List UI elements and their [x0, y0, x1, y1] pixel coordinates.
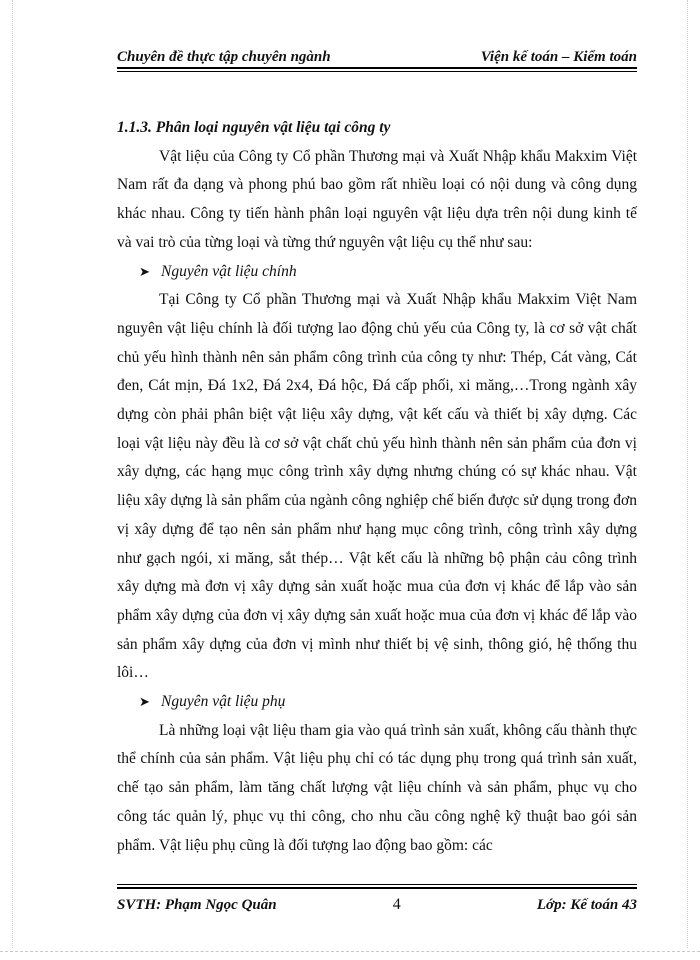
arrow-bullet-icon: ➤ — [139, 263, 150, 279]
bullet-title: Nguyên vật liệu chính — [161, 262, 297, 280]
footer-rule — [117, 887, 637, 889]
document-body — [117, 114, 637, 860]
footer-rule-thin — [117, 884, 637, 885]
footer-student-name: SVTH: Phạm Ngọc Quân — [117, 897, 277, 913]
footer-class-name: Lớp: Kế toán 43 — [536, 897, 637, 913]
bullet-title: Nguyên vật liệu phụ — [161, 693, 286, 711]
header-right-title: Viện kế toán – Kiểm toán — [480, 49, 637, 65]
page-break-line — [0, 951, 700, 952]
page-number: 4 — [392, 896, 401, 913]
page-header — [117, 44, 637, 66]
bullet-heading — [139, 258, 637, 287]
arrow-bullet-icon: ➤ — [139, 694, 150, 710]
bullet-paragraph: Tại Công ty Cổ phần Thương mại và Xuất Nhập khẩu Makxim Việt Nam nguyên vật liệu chính là đối tượng lao động chủ yếu của Công ty, là cơ sở vật chất chủ yếu hình thành nên sản phẩm công trình của công ty như: Thép, Cát vàng, Cát đen, Cát mịn, Đá 1x2, Đá 2x4, Đá hộc, Đá cấp phối, xi măng,…Trong ngành xây dựng còn phải phân biệt vật liệu xây dựng, vật kết cấu và thiết bị xây dựng. Các loại vật liệu này đều là cơ sở vật chất chủ yếu hình thành nên sản phẩm của đơn vị xây dựng, các hạng mục công trình xây dựng nhưng chúng có sự khác nhau. Vật liệu xây dựng là sản phẩm của ngành công nghiệp chế biến được sử dụng trong đơn vị xây dựng để tạo nên sản phẩm như hạng mục công trình, công trình xây dựng như gạch ngói, xi măng, sắt thép… Vật kết cấu là những bộ phận cảu công trình xây dựng mà đơn vị xây dựng sản xuất hoặc mua của đơn vị khác để lắp vào sản phẩm xây dựng của đơn vị xây dựng sản xuất hoặc mua của đơn vị khác để lắp vào sản phẩm xây dựng của đơn vị mình như thiết bị vệ sinh, thông gió, hệ thống thu lôi… — [117, 291, 637, 682]
bullet-paragraph: Là những loại vật liệu tham gia vào quá trình sản xuất, không cấu thành thực thể chính của sản phẩm. Vật liệu phụ chỉ có tác dụng phụ trong quá trình sản xuất, chế tạo sản phẩm, làm tăng chất lượng vật liệu chính và sản phẩm, phục vụ cho công tác quản lý, phục vụ thi công, cho nhu cầu công nghệ kỹ thuật bao gói sản phẩm. Vật liệu phụ cũng là đối tượng lao động bao gồm: các — [117, 721, 637, 854]
page-footer — [117, 892, 637, 914]
header-rule-thin — [117, 71, 637, 72]
section-title: 1.1.3. Phân loại nguyên vật liệu tại công ty — [117, 119, 391, 136]
header-rule — [117, 67, 637, 69]
header-left-title: Chuyên đề thực tập chuyên ngành — [117, 49, 331, 65]
section-intro-paragraph: Vật liệu của Công ty Cổ phần Thương mại và Xuất Nhập khẩu Makxim Việt Nam rất đa dạng và phong phú bao gồm rất nhiều loại có nội dung và công dụng khác nhau. Công ty tiến hành phân loại nguyên vật liệu dựa trên nội dung kinh tế và vai trò của từng loại và từng thứ nguyên vật liệu cụ thể như sau: — [117, 147, 637, 251]
bullet-heading — [139, 688, 637, 717]
